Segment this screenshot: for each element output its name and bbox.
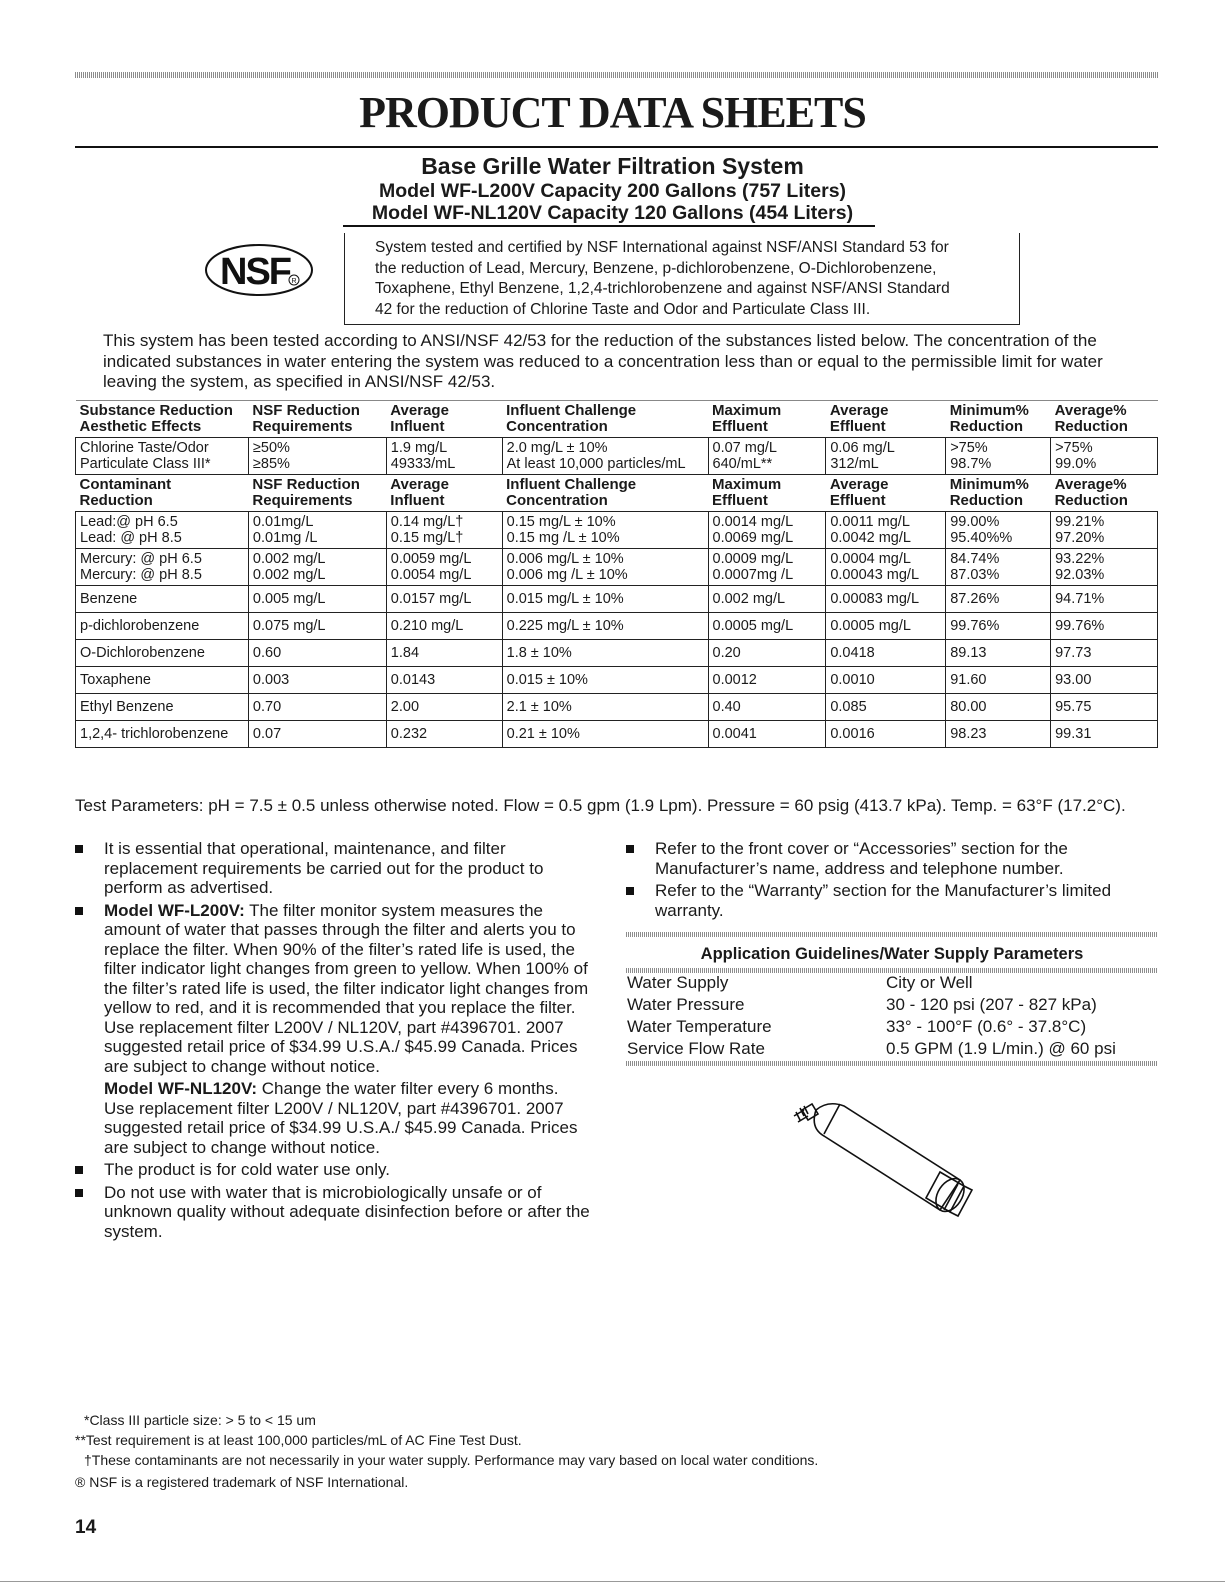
table-cell-line: 0.0010 bbox=[830, 672, 875, 688]
table-row bbox=[76, 438, 1158, 475]
table-cell bbox=[76, 586, 249, 613]
table-cell bbox=[708, 721, 826, 748]
table-cell-line: 97.73 bbox=[1055, 645, 1092, 661]
column-header-line: Reduction bbox=[949, 418, 1024, 435]
model-nl120v-label: Model WF-NL120V: bbox=[104, 1079, 258, 1098]
bullet-text: Refer to the front cover or “Accessories” section for the Manufacturer’s name, address and telephone number. bbox=[655, 839, 1068, 878]
column-header-line: Influent bbox=[390, 492, 445, 509]
column-header-line: Requirements bbox=[252, 418, 353, 435]
table-cell bbox=[708, 640, 826, 667]
table-cell-line: 0.0012 bbox=[712, 672, 757, 688]
table-cell-line: 0.0059 mg/L bbox=[390, 551, 472, 567]
table-row bbox=[76, 512, 1158, 549]
table-cell-line: 0.210 mg/L bbox=[390, 618, 464, 634]
table-cell bbox=[826, 721, 946, 748]
table-cell-line: 0.075 mg/L bbox=[252, 618, 326, 634]
table-cell-line: 1,2,4- trichlorobenzene bbox=[80, 726, 229, 742]
table-row bbox=[76, 613, 1158, 640]
table-cell-line: 2.1 ± 10% bbox=[506, 699, 572, 715]
table-cell-line: 98.7% bbox=[950, 456, 992, 472]
table-cell-line: 89.13 bbox=[950, 645, 987, 661]
column-header bbox=[502, 401, 708, 438]
table-cell bbox=[76, 549, 249, 586]
table-cell-line: 0.0009 mg/L bbox=[712, 551, 794, 567]
table-cell bbox=[826, 667, 946, 694]
column-header bbox=[76, 401, 249, 438]
column-header bbox=[386, 475, 502, 512]
table-cell-line: 0.002 mg/L bbox=[712, 591, 786, 607]
bullet-square-icon bbox=[75, 1189, 83, 1197]
right-bullets bbox=[626, 839, 1158, 923]
table-cell-line: 0.0143 bbox=[390, 672, 436, 688]
column-header bbox=[386, 401, 502, 438]
column-header-line: Average bbox=[829, 402, 889, 419]
table-cell-line: 0.0005 mg/L bbox=[830, 618, 911, 634]
table-cell-line: ≥85% bbox=[252, 456, 290, 472]
table-cell bbox=[248, 694, 386, 721]
app-label-water-temperature: Water Temperature bbox=[627, 1017, 772, 1036]
footnote-contaminants: †These contaminants are not necessarily in your water supply. Performance may vary based on local water conditions. bbox=[84, 1452, 819, 1468]
column-header-line: Concentration bbox=[506, 492, 608, 509]
table-cell-line: Toxaphene bbox=[80, 672, 151, 688]
table-cell bbox=[248, 586, 386, 613]
table-cell-line: Particulate Class III* bbox=[80, 456, 211, 472]
table-cell-line: 0.003 bbox=[252, 672, 290, 688]
table-cell-line: 0.70 bbox=[252, 699, 282, 715]
nsf-line-3: Toxaphene, Ethyl Benzene, 1,2,4-trichlorobenzene and against NSF/ANSI Standard bbox=[375, 280, 950, 297]
table-cell bbox=[386, 721, 502, 748]
table-cell-line: 0.21 ± 10% bbox=[506, 726, 580, 742]
table-cell-line: 0.07 bbox=[252, 726, 282, 742]
bullet-text: Refer to the “Warranty” section for the Manufacturer’s limited warranty. bbox=[655, 881, 1112, 920]
table-cell-line: 99.0% bbox=[1055, 456, 1097, 472]
table-cell-line: 0.14 mg/L† bbox=[390, 514, 464, 530]
table-cell bbox=[708, 694, 826, 721]
test-parameters: Test Parameters: pH = 7.5 ± 0.5 unless otherwise noted. Flow = 0.5 gpm (1.9 Lpm). Pressure = 60 psig (413.7 kPa). Temp. = 63°F (17.2°C). bbox=[75, 796, 1126, 815]
footnote-trademark: ® NSF is a registered trademark of NSF International. bbox=[75, 1474, 409, 1490]
table-cell-line: Chlorine Taste/Odor bbox=[80, 440, 209, 456]
bullet-text: Do not use with water that is microbiologically unsafe or of unknown quality without adequate disinfection before or after the system. bbox=[104, 1182, 590, 1241]
table-cell-line: 0.15 mg/L† bbox=[390, 530, 464, 546]
table-cell-line: 99.76% bbox=[1055, 618, 1105, 634]
table-cell-line: 0.0011 mg/L bbox=[830, 514, 910, 530]
column-header-line: Concentration bbox=[506, 418, 608, 435]
table-cell-line: 93.22% bbox=[1055, 551, 1105, 567]
table-cell-line: 1.9 mg/L bbox=[390, 440, 448, 456]
intro-paragraph: This system has been tested according to ANSI/NSF 42/53 for the reduction of the substances listed below. The concentration of the indicated substances in water entering the system was reduced to a concentration less than or equal to the permissible limit for water leaving the system, as specified in ANSI/NSF 42/53. bbox=[103, 331, 1103, 391]
table-cell bbox=[946, 667, 1051, 694]
table-cell-line: 0.225 mg/L ± 10% bbox=[506, 618, 624, 634]
table-cell bbox=[502, 512, 708, 549]
table-cell-line: 0.06 mg/L bbox=[830, 440, 895, 456]
table-cell-line: 0.006 mg/L ± 10% bbox=[506, 551, 624, 567]
table-cell bbox=[708, 667, 826, 694]
app-label-water-pressure: Water Pressure bbox=[627, 995, 745, 1014]
model-nl120v-paragraph bbox=[75, 1079, 590, 1157]
table-cell-line: Benzene bbox=[80, 591, 138, 607]
column-header-line: Effluent bbox=[712, 418, 768, 435]
table-cell-line: 87.03% bbox=[950, 567, 1000, 583]
nsf-line-4: 42 for the reduction of Chlorine Taste and Odor and Particulate Class III. bbox=[375, 300, 871, 318]
table-cell-line: 92.03% bbox=[1055, 567, 1105, 583]
column-header bbox=[946, 475, 1051, 512]
table-cell bbox=[708, 586, 826, 613]
column-header-line: Influent Challenge bbox=[506, 402, 637, 419]
table-cell bbox=[826, 549, 946, 586]
bullet-square-icon bbox=[75, 907, 83, 915]
table-cell-line: 80.00 bbox=[950, 699, 987, 715]
left-bullets bbox=[75, 839, 590, 1244]
table-cell-line: At least 10,000 particles/mL bbox=[506, 456, 686, 472]
app-label-water-supply: Water Supply bbox=[627, 973, 729, 992]
bullet-square-icon bbox=[75, 845, 83, 853]
system-title: Base Grille Water Filtration System bbox=[421, 153, 804, 179]
table-cell-line: 0.00083 mg/L bbox=[830, 591, 920, 607]
table-cell bbox=[826, 694, 946, 721]
table-cell-line: 98.23 bbox=[950, 726, 987, 742]
column-header bbox=[1051, 401, 1158, 438]
column-header-line: Average% bbox=[1054, 476, 1127, 493]
column-header-line: Effluent bbox=[829, 418, 886, 435]
table-cell-line: 0.0157 mg/L bbox=[390, 591, 472, 607]
table-cell-line: 0.01mg/L bbox=[252, 514, 314, 530]
bullet-square-icon bbox=[626, 887, 634, 895]
table-cell-line: 49333/mL bbox=[390, 456, 456, 472]
column-header-line: Requirements bbox=[252, 492, 353, 509]
table-cell-line: 87.26% bbox=[950, 591, 1000, 607]
column-header-line: Average bbox=[390, 476, 449, 493]
bullet-microbiological bbox=[75, 1183, 590, 1242]
table-cell-line: 0.232 bbox=[390, 726, 428, 742]
bullet-maintenance bbox=[75, 839, 590, 898]
table-cell bbox=[502, 586, 708, 613]
table-cell bbox=[502, 549, 708, 586]
table-cell-line: 1.8 ± 10% bbox=[506, 645, 572, 661]
table-row bbox=[76, 549, 1158, 586]
column-header-line: Average bbox=[390, 402, 449, 419]
table-cell-line: p-dichlorobenzene bbox=[80, 618, 200, 634]
table-cell bbox=[826, 613, 946, 640]
subtitle-underline bbox=[343, 225, 875, 227]
column-header-line: Effluent bbox=[829, 492, 886, 509]
table-cell-line: 0.085 bbox=[830, 699, 867, 715]
table-cell bbox=[826, 640, 946, 667]
bullet-text: The product is for cold water use only. bbox=[104, 1160, 390, 1179]
water-filter-cartridge-icon bbox=[790, 1090, 990, 1220]
table-cell-line: 2.00 bbox=[390, 699, 420, 715]
column-header bbox=[76, 475, 249, 512]
table-cell bbox=[946, 613, 1051, 640]
bullet-model-l200v bbox=[75, 901, 590, 1077]
table-cell bbox=[386, 586, 502, 613]
table-cell bbox=[946, 694, 1051, 721]
table-cell-line: 2.0 mg/L ± 10% bbox=[506, 440, 608, 456]
table-cell bbox=[76, 640, 249, 667]
nsf-certification-box bbox=[344, 233, 1020, 325]
column-header bbox=[826, 401, 946, 438]
table-cell bbox=[248, 613, 386, 640]
table-cell bbox=[76, 667, 249, 694]
column-header-line: Influent bbox=[390, 418, 445, 435]
table-cell-line: 99.31 bbox=[1055, 726, 1092, 742]
column-header-line: Reduction bbox=[79, 492, 153, 509]
app-value-service-flow: 0.5 GPM (1.9 L/min.) @ 60 psi bbox=[886, 1039, 1116, 1058]
table-cell bbox=[502, 613, 708, 640]
table-cell-line: 0.0005 mg/L bbox=[712, 618, 794, 634]
table-cell bbox=[386, 512, 502, 549]
reduction-table bbox=[75, 400, 1158, 748]
column-header-line: NSF Reduction bbox=[252, 402, 360, 419]
table-cell-line: 0.006 mg /L ± 10% bbox=[506, 567, 628, 583]
table-cell-line: 0.15 mg /L ± 10% bbox=[506, 530, 620, 546]
table-cell bbox=[946, 586, 1051, 613]
footnote-test-requirement: **Test requirement is at least 100,000 particles/mL of AC Fine Test Dust. bbox=[75, 1432, 522, 1448]
table-cell-line: 0.07 mg/L bbox=[712, 440, 778, 456]
bullet-cold-water bbox=[75, 1160, 590, 1180]
table-cell bbox=[708, 549, 826, 586]
table-cell-line: 0.002 mg/L bbox=[252, 567, 326, 583]
column-header bbox=[248, 475, 386, 512]
table-cell-line: 1.84 bbox=[390, 645, 420, 661]
column-header bbox=[502, 475, 708, 512]
table-cell-line: 94.71% bbox=[1055, 591, 1105, 607]
bullet-text: The filter monitor system measures the amount of water that passes through the filter and alerts you to replace the filter. When 90% of the filter’s rated life is used, the filter indicator light changes from green to yellow. When 100% of the filter’s rated life is used, the filter indicator light changes from yellow to red, and it is recommended that you replace the filter. Use replacement filter L200V / NL120V, part #4396701. 2007 suggested retail price of $34.99 U.S.A./ $45.99 Canada. Prices are subject to change without notice. bbox=[104, 900, 589, 1076]
bottom-edge-rule bbox=[0, 1581, 1225, 1582]
table-cell bbox=[502, 438, 708, 475]
table-cell-line: 0.0041 bbox=[712, 726, 757, 742]
application-top-rule bbox=[626, 932, 1158, 937]
table-cell-line: 0.0054 mg/L bbox=[390, 567, 472, 583]
table-cell bbox=[826, 586, 946, 613]
column-header-line: Minimum% bbox=[949, 402, 1029, 419]
table-cell-line: 0.0016 bbox=[830, 726, 875, 742]
table-cell bbox=[248, 721, 386, 748]
table-cell bbox=[826, 512, 946, 549]
bullet-square-icon bbox=[626, 845, 634, 853]
table-cell-line: 0.20 bbox=[712, 645, 741, 661]
table-cell bbox=[502, 721, 708, 748]
table-cell-line: 0.15 mg/L ± 10% bbox=[506, 514, 616, 530]
table-cell bbox=[386, 438, 502, 475]
table-header-row bbox=[76, 401, 1158, 438]
table-header-row bbox=[76, 475, 1158, 512]
table-cell bbox=[1051, 613, 1158, 640]
table-cell bbox=[248, 640, 386, 667]
table-cell bbox=[946, 549, 1051, 586]
table-cell bbox=[946, 512, 1051, 549]
table-cell bbox=[1051, 694, 1158, 721]
svg-text:NSF: NSF bbox=[220, 251, 290, 293]
table-cell bbox=[248, 438, 386, 475]
table-row bbox=[76, 721, 1158, 748]
column-header-line: Reduction bbox=[949, 492, 1024, 509]
column-header bbox=[946, 401, 1051, 438]
table-cell-line: 91.60 bbox=[950, 672, 987, 688]
nsf-logo-icon bbox=[203, 243, 315, 297]
bullet-warranty bbox=[626, 881, 1158, 920]
table-cell-line: 0.0418 bbox=[830, 645, 875, 661]
table-cell-line: Ethyl Benzene bbox=[80, 699, 174, 715]
table-cell-line: 0.005 mg/L bbox=[252, 591, 326, 607]
table-cell bbox=[248, 549, 386, 586]
table-cell bbox=[76, 613, 249, 640]
application-bottom-rule bbox=[626, 1061, 1158, 1066]
bullet-accessories bbox=[626, 839, 1158, 878]
column-header bbox=[248, 401, 386, 438]
column-header-line: Average% bbox=[1054, 402, 1127, 419]
table-cell bbox=[1051, 586, 1158, 613]
table-cell-line: Mercury: @ pH 6.5 bbox=[80, 551, 202, 567]
table-cell bbox=[386, 549, 502, 586]
app-value-water-temperature: 33° - 100°F (0.6° - 37.8°C) bbox=[886, 1017, 1087, 1036]
table-cell-line: 95.75 bbox=[1055, 699, 1092, 715]
table-cell-line: 0.002 mg/L bbox=[252, 551, 326, 567]
table-cell-line: 93.00 bbox=[1055, 672, 1092, 688]
bullet-square-icon bbox=[75, 1166, 83, 1174]
table-cell-line: 84.74% bbox=[950, 551, 1000, 567]
table-cell bbox=[708, 512, 826, 549]
table-row bbox=[76, 640, 1158, 667]
column-header-line: Average bbox=[829, 476, 889, 493]
table-cell bbox=[708, 438, 826, 475]
app-label-service-flow: Service Flow Rate bbox=[627, 1039, 765, 1058]
table-cell bbox=[1051, 721, 1158, 748]
model-l200v-title: Model WF-L200V Capacity 200 Gallons (757 Liters) bbox=[378, 180, 847, 202]
nsf-line-1: System tested and certified by NSF International against NSF/ANSI Standard 53 for bbox=[375, 239, 949, 256]
table-cell bbox=[1051, 438, 1158, 475]
column-header-line: Minimum% bbox=[949, 476, 1029, 493]
table-cell-line: Lead: @ pH 8.5 bbox=[80, 530, 182, 546]
table-cell bbox=[76, 721, 249, 748]
table-cell-line: 0.00043 mg/L bbox=[830, 567, 920, 583]
application-title: Application Guidelines/Water Supply Parameters bbox=[700, 945, 1084, 963]
column-header bbox=[708, 401, 826, 438]
table-cell-line: 0.01mg /L bbox=[252, 530, 318, 546]
title-rule bbox=[75, 146, 1158, 148]
svg-text:R: R bbox=[291, 278, 297, 285]
table-cell-line: Lead:@ pH 6.5 bbox=[80, 514, 178, 530]
table-cell bbox=[386, 667, 502, 694]
table-cell-line: 0.60 bbox=[252, 645, 282, 661]
table-cell-line: 95.40%% bbox=[950, 530, 1013, 546]
table-cell bbox=[502, 640, 708, 667]
table-cell bbox=[946, 640, 1051, 667]
nsf-line-2: the reduction of Lead, Mercury, Benzene, p-dichlorobenzene, O-Dichlorobenzene, bbox=[375, 259, 937, 277]
table-cell bbox=[1051, 549, 1158, 586]
column-header-line: Reduction bbox=[1054, 492, 1128, 509]
table-cell-line: 0.0042 mg/L bbox=[830, 530, 911, 546]
table-cell-line: 0.015 ± 10% bbox=[506, 672, 588, 688]
page-title: PRODUCT DATA SHEETS bbox=[359, 88, 866, 137]
column-header-line: NSF Reduction bbox=[252, 476, 360, 493]
column-header-line: Reduction bbox=[1054, 418, 1128, 435]
table-cell-line: Mercury: @ pH 8.5 bbox=[80, 567, 202, 583]
column-header-line: Influent Challenge bbox=[506, 476, 637, 493]
table-cell-line: 0.015 mg/L ± 10% bbox=[506, 591, 624, 607]
table-cell-line: 0.0004 mg/L bbox=[830, 551, 911, 567]
table-cell-line: 0.40 bbox=[712, 699, 741, 715]
footnote-class-iii: *Class III particle size: > 5 to < 15 um bbox=[84, 1412, 316, 1428]
table-row bbox=[76, 586, 1158, 613]
column-header bbox=[708, 475, 826, 512]
table-cell bbox=[708, 613, 826, 640]
table-cell-line: 99.00% bbox=[950, 514, 1000, 530]
table-cell bbox=[248, 512, 386, 549]
table-cell bbox=[1051, 667, 1158, 694]
model-nl120v-title: Model WF-NL120V Capacity 120 Gallons (454 Liters) bbox=[371, 202, 854, 224]
table-cell-line: 0.0014 mg/L bbox=[712, 514, 794, 530]
table-cell bbox=[946, 438, 1051, 475]
table-cell-line: 0.0007mg /L bbox=[712, 567, 794, 583]
column-header bbox=[1051, 475, 1158, 512]
table-cell bbox=[1051, 512, 1158, 549]
column-header-line: Maximum bbox=[712, 402, 782, 419]
table-cell-line: 99.21% bbox=[1055, 514, 1105, 530]
table-cell bbox=[386, 613, 502, 640]
table-cell bbox=[386, 640, 502, 667]
table-cell bbox=[76, 694, 249, 721]
table-cell bbox=[248, 667, 386, 694]
column-header-line: Contaminant bbox=[79, 476, 172, 493]
table-cell-line: 312/mL bbox=[830, 456, 879, 472]
page-number: 14 bbox=[75, 1517, 97, 1538]
column-header bbox=[826, 475, 946, 512]
table-cell bbox=[76, 512, 249, 549]
bullet-text: It is essential that operational, maintenance, and filter replacement requirements be carried out for the product to perform as advertised. bbox=[104, 839, 544, 897]
table-row bbox=[76, 694, 1158, 721]
table-cell-line: 0.0069 mg/L bbox=[712, 530, 794, 546]
column-header-line: Maximum bbox=[712, 476, 782, 493]
model-l200v-label: Model WF-L200V: bbox=[104, 900, 245, 920]
table-cell-line: 640/mL** bbox=[712, 456, 773, 472]
app-value-water-supply: City or Well bbox=[886, 973, 973, 992]
table-cell bbox=[1051, 640, 1158, 667]
table-cell-line: O-Dichlorobenzene bbox=[80, 645, 205, 661]
table-cell-line: >75% bbox=[950, 440, 988, 456]
paragraph-text: Change the water filter every 6 months. Use replacement filter L200V / NL120V, part #4396701. 2007 suggested retail price of $34.99 U.S.A./ $45.99 Canada. Prices are subject to change without notice. bbox=[104, 1079, 578, 1157]
table-cell-line: ≥50% bbox=[252, 440, 290, 456]
table-cell bbox=[76, 438, 249, 475]
table-cell-line: >75% bbox=[1055, 440, 1093, 456]
table-cell bbox=[946, 721, 1051, 748]
table-cell bbox=[826, 438, 946, 475]
table-cell bbox=[386, 694, 502, 721]
table-cell-line: 99.76% bbox=[950, 618, 1000, 634]
top-divider bbox=[75, 72, 1158, 78]
column-header-line: Aesthetic Effects bbox=[79, 418, 202, 435]
table-cell bbox=[502, 667, 708, 694]
table-cell bbox=[502, 694, 708, 721]
table-row bbox=[76, 667, 1158, 694]
table-cell-line: 97.20% bbox=[1055, 530, 1105, 546]
column-header-line: Substance Reduction bbox=[79, 402, 233, 419]
app-value-water-pressure: 30 - 120 psi (207 - 827 kPa) bbox=[886, 995, 1097, 1014]
column-header-line: Effluent bbox=[712, 492, 768, 509]
